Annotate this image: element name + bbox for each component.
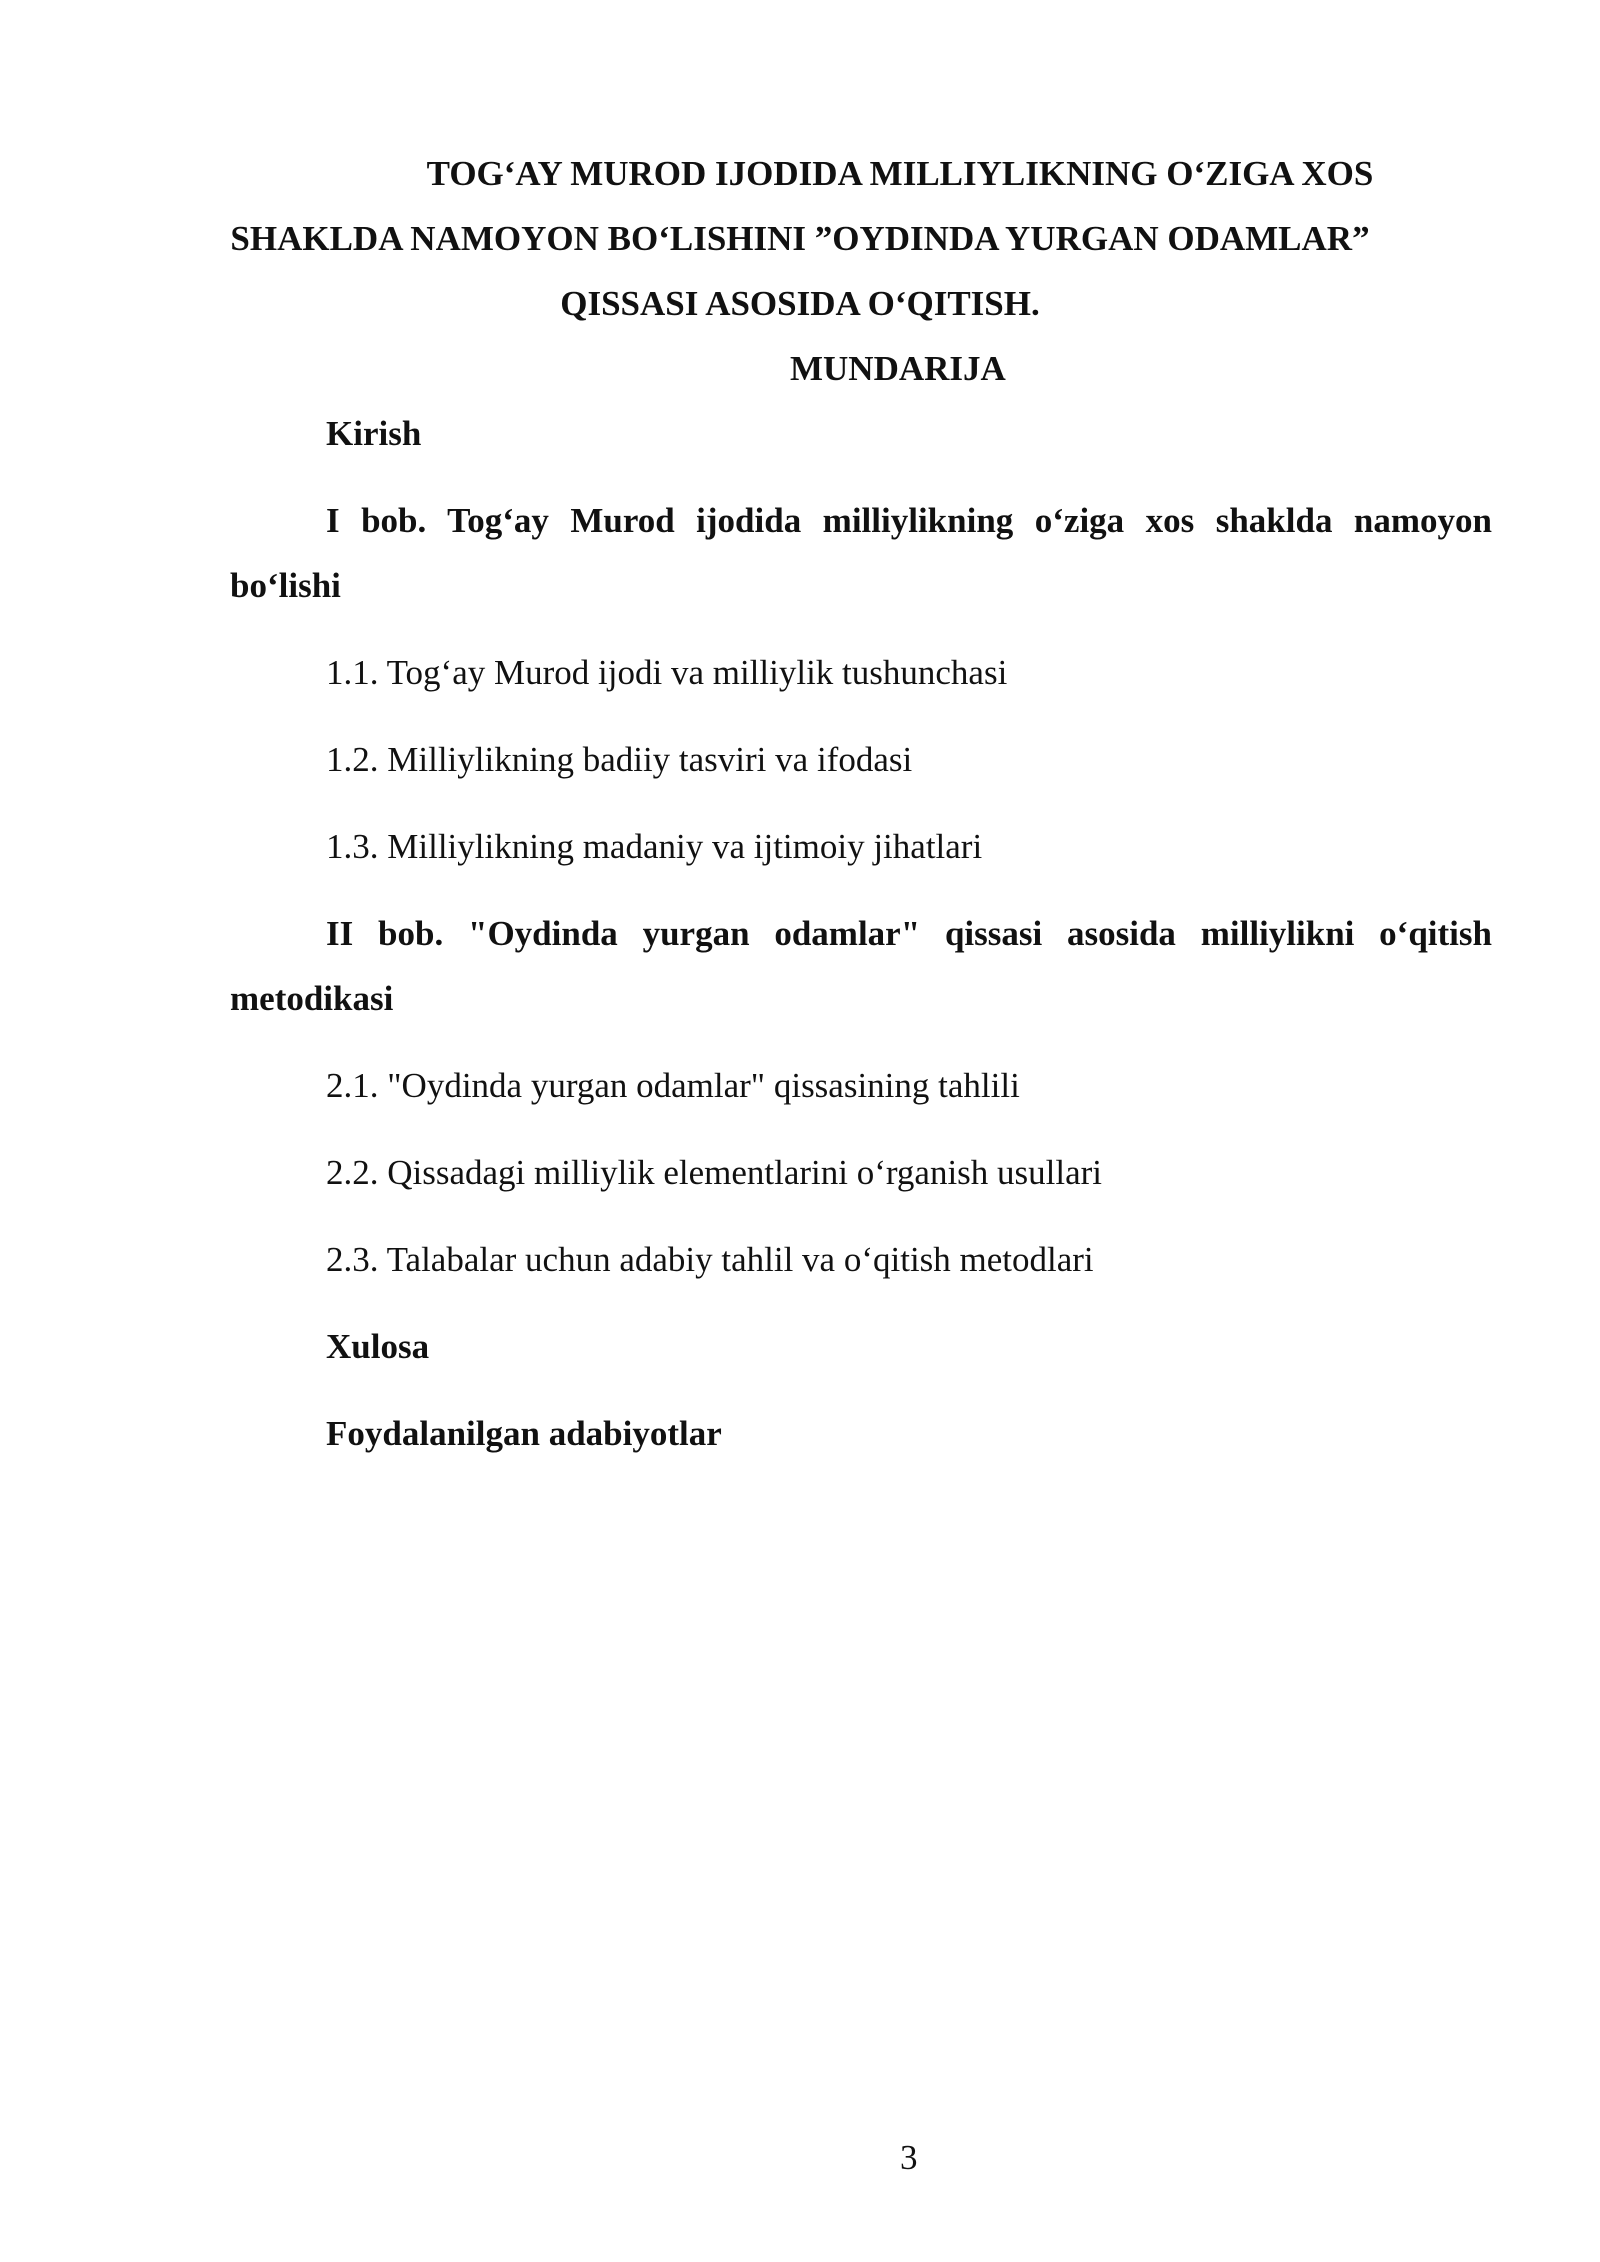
toc-entry-section-1-2: 1.2. Milliylikning badiiy tasviri va ifodasi bbox=[326, 740, 913, 779]
toc-entry-section-2-3: 2.3. Talabalar uchun adabiy tahlil va o‘qitish metodlari bbox=[326, 1240, 1094, 1279]
toc-entry-section-2-1: 2.1. "Oydinda yurgan odamlar" qissasining tahlili bbox=[326, 1066, 1020, 1105]
toc-entry-chapter-2-continuation: metodikasi bbox=[230, 979, 394, 1018]
toc-entry-adabiyotlar: Foydalanilgan adabiyotlar bbox=[326, 1414, 722, 1453]
toc-entry-chapter-1-continuation: bo‘lishi bbox=[230, 566, 341, 605]
toc-entry-kirish: Kirish bbox=[326, 414, 422, 453]
page-number: 3 bbox=[900, 2138, 918, 2177]
toc-entry-section-1-3: 1.3. Milliylikning madaniy va ijtimoiy jihatlari bbox=[326, 827, 983, 866]
toc-entry-chapter-2: II bob. "Oydinda yurgan odamlar" qissasi asosida milliylikni o‘qitish bbox=[326, 914, 1492, 953]
title-line-2: SHAKLDA NAMOYON BO‘LISHINI ”OYDINDA YURGAN ODAMLAR” bbox=[230, 219, 1370, 258]
toc-entry-xulosa: Xulosa bbox=[326, 1327, 430, 1366]
toc-heading: MUNDARIJA bbox=[790, 349, 1006, 388]
toc-entry-chapter-1: I bob. Tog‘ay Murod ijodida milliylikning o‘ziga xos shaklda namoyon bbox=[326, 501, 1492, 540]
toc-entry-section-1-1: 1.1. Tog‘ay Murod ijodi va milliylik tushunchasi bbox=[326, 653, 1008, 692]
title-line-1: TOG‘AY MUROD IJODIDA MILLIYLIKNING O‘ZIGA XOS bbox=[426, 154, 1374, 193]
toc-entry-section-2-2: 2.2. Qissadagi milliylik elementlarini o‘rganish usullari bbox=[326, 1153, 1103, 1192]
title-line-3: QISSASI ASOSIDA O‘QITISH. bbox=[560, 284, 1040, 323]
